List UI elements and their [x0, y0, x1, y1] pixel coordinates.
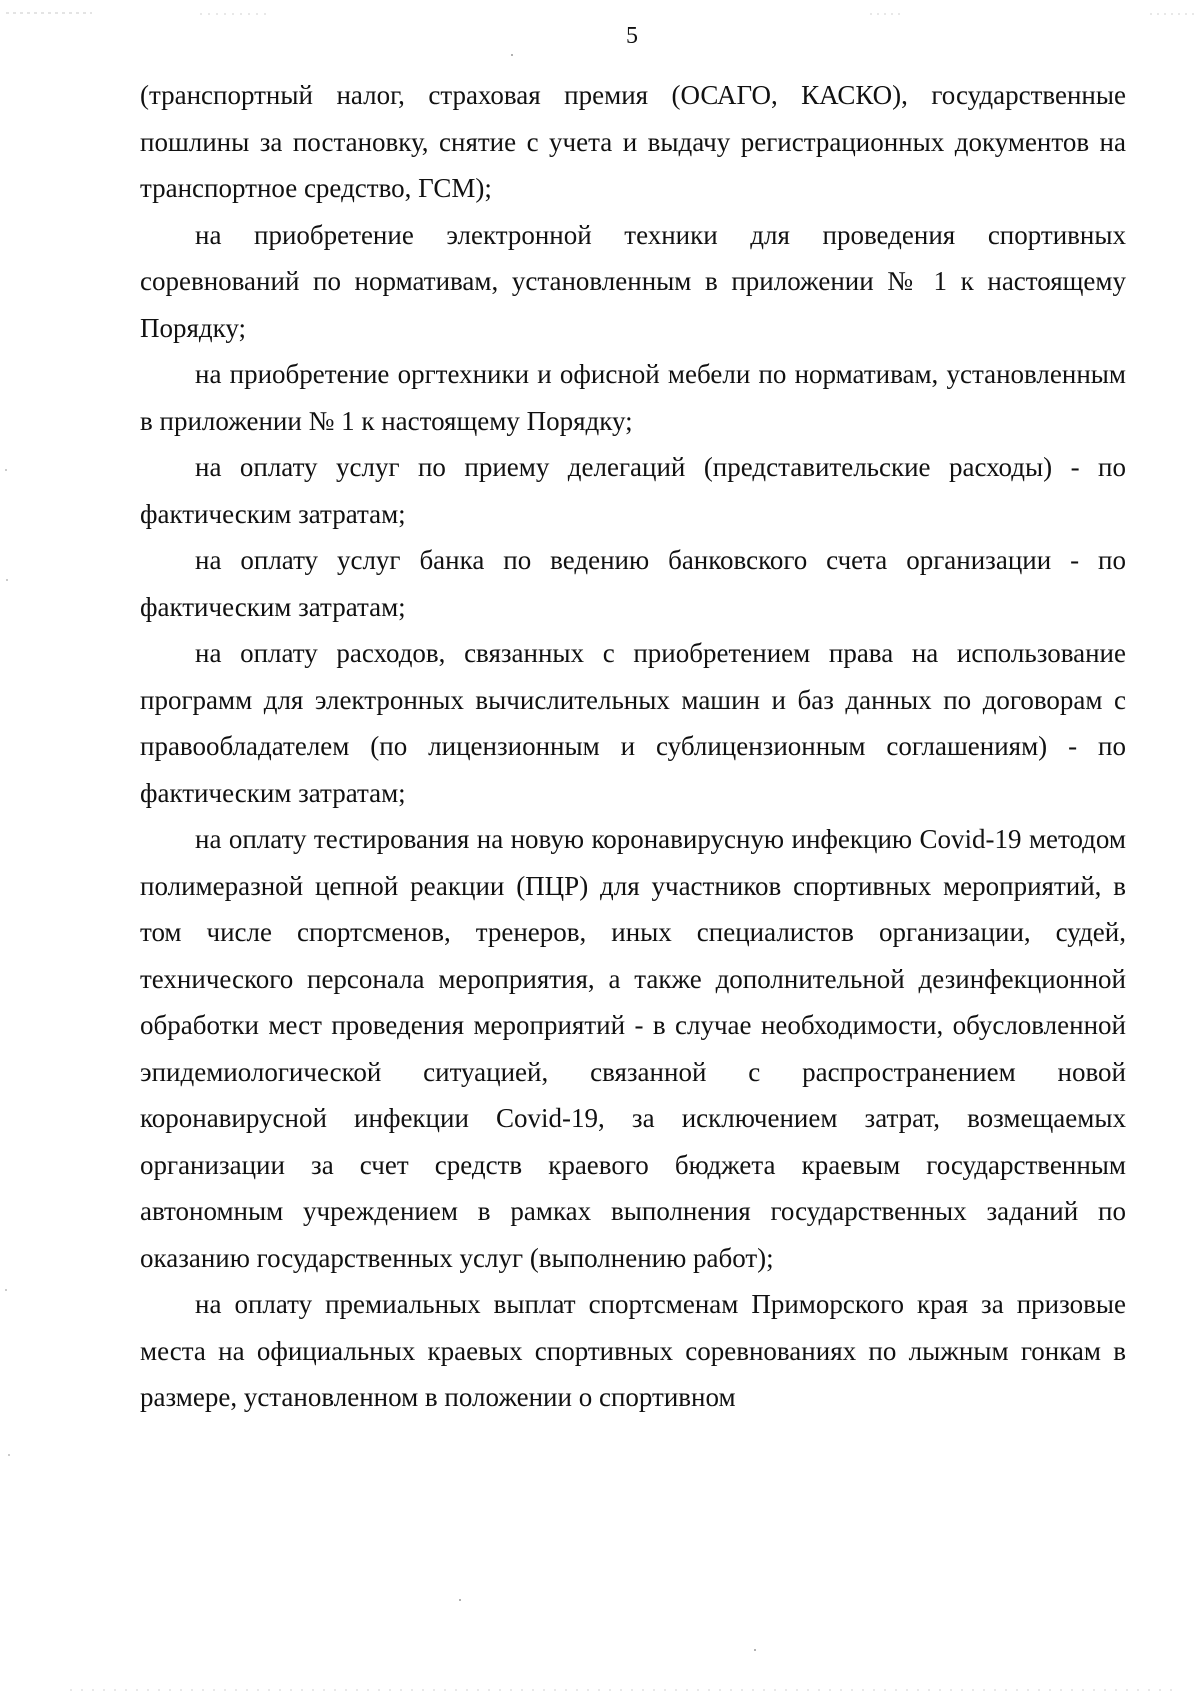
paragraph-bank-services: на оплату услуг банка по ведению банковского счета организации - по фактическим затратам; — [140, 545, 1126, 622]
paragraph-office-equipment: на приобретение оргтехники и офисной мебели по нормативам, установленным в приложении № 1 к настоящему Порядку; — [140, 359, 1126, 436]
paragraph-delegations: на оплату услуг по приему делегаций (представительские расходы) - по фактическим затратам; — [140, 452, 1126, 529]
document-body — [140, 72, 1126, 1421]
paragraph-continuation: (транспортный налог, страховая премия (ОСАГО, КАСКО), государственные пошлины за постановку, снятие с учета и выдачу регистрационных документов на транспортное средство, ГСМ); — [140, 80, 1126, 203]
paragraph-covid-testing: на оплату тестирования на новую коронавирусную инфекцию Covid-19 методом полимеразной цепной реакции (ПЦР) для участников спортивных мероприятий, в том числе спортсменов, тренеров, иных специалистов организации, судей, технического персонала мероприятия, а также дополнительной дезинфекционной обработки мест проведения мероприятий - в случае необходимости, обусловленной эпидемиологической ситуацией, связанной с распространением новой коронавирусной инфекции Covid-19, за исключением затрат, возмещаемых организации за счет средств краевого бюджета краевым государственным автономным учреждением в рамках выполнения государственных заданий по оказанию государственных услуг (выполнению работ); — [140, 824, 1126, 1273]
paragraph-bonus-payments: на оплату премиальных выплат спортсменам Приморского края за призовые места на официальных краевых спортивных соревнованиях по лыжным гонкам в размере, установленном в положении о спортивном — [140, 1289, 1126, 1412]
page-number: 5 — [626, 23, 638, 49]
paragraph-electronic-equipment: на приобретение электронной техники для проведения спортивных соревнований по нормативам, установленным в приложении № 1 к настоящему Порядку; — [140, 219, 1126, 343]
paragraph-software-licenses: на оплату расходов, связанных с приобретением права на использование программ для электронных вычислительных машин и баз данных по договорам с правообладателем (по лицензионным и сублицензионным соглашениям) - по фактическим затратам; — [140, 638, 1126, 808]
